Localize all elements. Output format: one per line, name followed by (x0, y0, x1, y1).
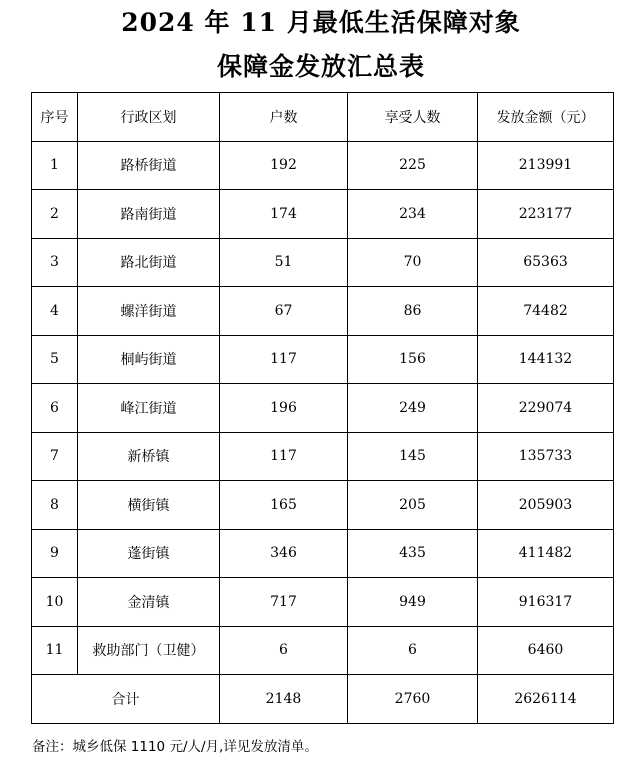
header-persons: 享受人数 (348, 93, 478, 142)
cell-households: 117 (220, 432, 348, 481)
cell-serial-number: 2 (32, 190, 78, 239)
cell-region: 路桥街道 (78, 141, 220, 190)
cell-persons: 145 (348, 432, 478, 481)
total-households: 2148 (220, 675, 348, 724)
cell-amount: 223177 (478, 190, 614, 239)
cell-serial-number: 9 (32, 529, 78, 578)
cell-region: 桐屿街道 (78, 335, 220, 384)
cell-region: 金清镇 (78, 578, 220, 627)
total-row (32, 675, 614, 724)
cell-serial-number: 8 (32, 481, 78, 530)
cell-amount: 135733 (478, 432, 614, 481)
cell-amount: 144132 (478, 335, 614, 384)
summary-table (31, 92, 614, 724)
header-amount: 发放金额（元） (478, 93, 614, 142)
cell-serial-number: 4 (32, 287, 78, 336)
cell-persons: 435 (348, 529, 478, 578)
cell-households: 346 (220, 529, 348, 578)
table-row (32, 335, 614, 384)
cell-serial-number: 1 (32, 141, 78, 190)
cell-region: 新桥镇 (78, 432, 220, 481)
cell-amount: 74482 (478, 287, 614, 336)
table-row (32, 190, 614, 239)
cell-households: 67 (220, 287, 348, 336)
header-serial-number: 序号 (32, 93, 78, 142)
cell-region: 路南街道 (78, 190, 220, 239)
cell-persons: 70 (348, 238, 478, 287)
cell-persons: 6 (348, 626, 478, 675)
cell-persons: 249 (348, 384, 478, 433)
cell-amount: 213991 (478, 141, 614, 190)
cell-households: 117 (220, 335, 348, 384)
cell-households: 717 (220, 578, 348, 627)
page-subtitle: 保障金发放汇总表 (216, 52, 425, 81)
header-region: 行政区划 (78, 93, 220, 142)
cell-households: 6 (220, 626, 348, 675)
total-label: 合计 (32, 675, 220, 724)
cell-serial-number: 3 (32, 238, 78, 287)
cell-households: 165 (220, 481, 348, 530)
cell-serial-number: 7 (32, 432, 78, 481)
table-body (32, 141, 614, 723)
cell-serial-number: 10 (32, 578, 78, 627)
table-row (32, 384, 614, 433)
cell-region: 路北街道 (78, 238, 220, 287)
cell-amount: 229074 (478, 384, 614, 433)
cell-persons: 234 (348, 190, 478, 239)
cell-serial-number: 11 (32, 626, 78, 675)
cell-amount: 65363 (478, 238, 614, 287)
cell-persons: 949 (348, 578, 478, 627)
cell-amount: 916317 (478, 578, 614, 627)
total-amount: 2626114 (478, 675, 614, 724)
cell-amount: 411482 (478, 529, 614, 578)
table-row (32, 529, 614, 578)
cell-persons: 86 (348, 287, 478, 336)
table-row (32, 578, 614, 627)
cell-region: 救助部门（卫健） (78, 626, 220, 675)
total-persons: 2760 (348, 675, 478, 724)
table-row (32, 432, 614, 481)
table-row (32, 141, 614, 190)
cell-amount: 205903 (478, 481, 614, 530)
cell-persons: 205 (348, 481, 478, 530)
cell-serial-number: 5 (32, 335, 78, 384)
cell-households: 174 (220, 190, 348, 239)
cell-amount: 6460 (478, 626, 614, 675)
table-row (32, 287, 614, 336)
cell-households: 51 (220, 238, 348, 287)
cell-serial-number: 6 (32, 384, 78, 433)
table-row (32, 238, 614, 287)
header-households: 户数 (220, 93, 348, 142)
cell-region: 蓬街镇 (78, 529, 220, 578)
cell-households: 192 (220, 141, 348, 190)
table-row (32, 481, 614, 530)
cell-persons: 156 (348, 335, 478, 384)
cell-region: 螺洋街道 (78, 287, 220, 336)
table-row (32, 626, 614, 675)
cell-households: 196 (220, 384, 348, 433)
cell-region: 峰江街道 (78, 384, 220, 433)
footnote: 备注：城乡低保 1110 元/人/月,详见发放清单。 (32, 739, 318, 755)
page-title: 2024 年 11 月最低生活保障对象 (121, 8, 521, 37)
table-header-row (32, 93, 614, 142)
cell-persons: 225 (348, 141, 478, 190)
cell-region: 横街镇 (78, 481, 220, 530)
